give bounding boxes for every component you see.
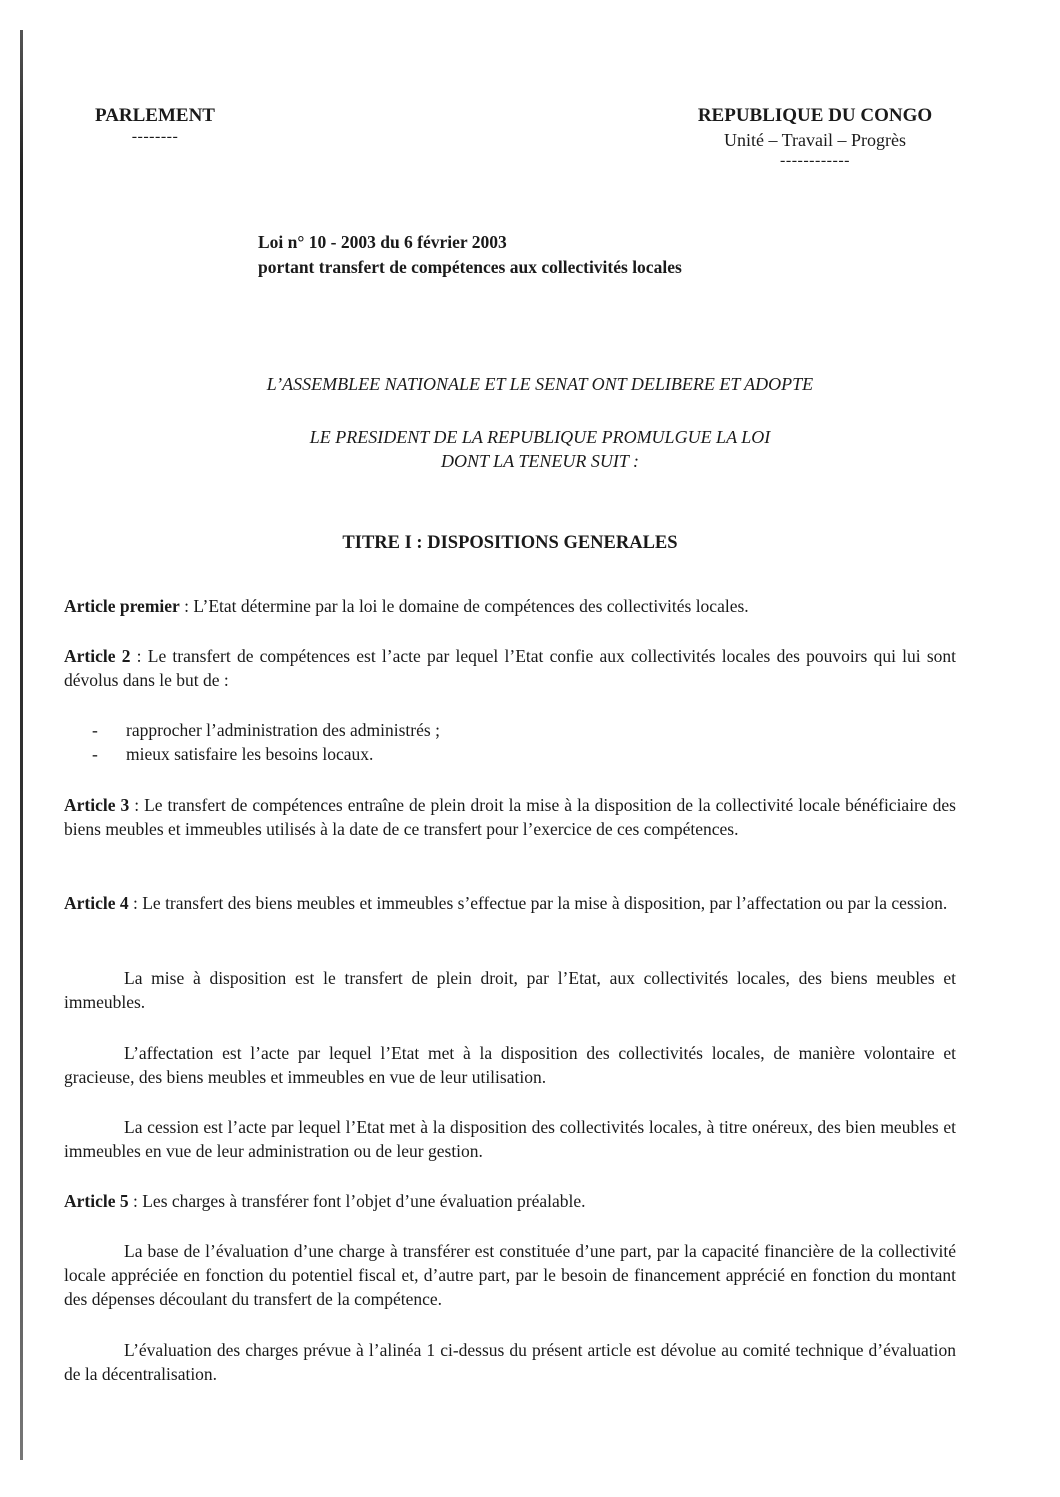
article-1-text: : L’Etat détermine par la loi le domaine de compétences des collectivités locales. <box>179 596 749 616</box>
article-5-label: Article 5 <box>64 1191 129 1211</box>
preamble-line-1: L’ASSEMBLEE NATIONALE ET LE SENAT ONT DELIBERE ET ADOPTE <box>266 374 814 394</box>
article-4-text: : Le transfert des biens meubles et immeubles s’effectue par la mise à disposition, par l’affectation ou par la cession. <box>128 893 948 913</box>
article-5-paragraph-3: L’évaluation des charges prévue à l’alinéa 1 ci-dessus du présent article est dévolue au comité technique d’évaluation de la décentralisation. <box>64 1340 956 1384</box>
article-4-paragraph-4: La cession est l’acte par lequel l’Etat met à la disposition des collectivités locales, à titre onéreux, des bien meubles et immeubles en vue de leur administration ou de leur gestion. <box>64 1117 956 1161</box>
law-subject: portant transfert de compétences aux collectivités locales <box>258 257 682 277</box>
article-2 <box>64 644 956 692</box>
article-4-paragraph-3: L’affectation est l’acte par lequel l’Etat met à la disposition des collectivités locales, de manière volontaire et gracieuse, des biens meubles et immeubles en vue de leur utilisation. <box>64 1043 956 1087</box>
list-item <box>92 742 373 766</box>
article-4-paragraph-2: La mise à disposition est le transfert de plein droit, par l’Etat, aux collectivités locales, des biens meubles et immeubles. <box>64 968 956 1012</box>
republic-title: REPUBLIQUE DU CONGO <box>697 105 933 126</box>
preamble-line-3: DONT LA TENEUR SUIT : <box>440 451 640 471</box>
national-motto: Unité – Travail – Progrès <box>724 130 906 150</box>
left-separator: -------- <box>131 128 179 145</box>
title-1-heading: TITRE I : DISPOSITIONS GENERALES <box>342 533 678 553</box>
article-3 <box>64 793 956 841</box>
article-2-bullet-2: mieux satisfaire les besoins locaux. <box>126 744 374 764</box>
parliament-title: PARLEMENT <box>95 105 215 126</box>
article-5 <box>64 1189 956 1213</box>
article-2-bullet-1: rapprocher l’administration des administrés ; <box>126 720 440 740</box>
scan-edge <box>20 30 23 1460</box>
list-item <box>92 718 440 742</box>
article-5-paragraph-2: La base de l’évaluation d’une charge à transférer est constituée d’une part, par la capacité financière de la collectivité locale appréciée en fonction du potentiel fiscal et, d’autre part, par le besoin de financement apprécié en fonction du montant des dépenses découlant du transfert de la compétence. <box>64 1241 956 1309</box>
article-3-text: : Le transfert de compétences entraîne de plein droit la mise à la disposition de la collectivité locale bénéficiaire des biens meubles et immeubles utilisés à la date de ce transfert pour l’exercice de ces compétences. <box>64 795 956 839</box>
article-1 <box>64 594 956 618</box>
header-right <box>630 104 1000 170</box>
article-5-text: : Les charges à transférer font l’objet d’une évaluation préalable. <box>128 1191 586 1211</box>
article-4 <box>64 891 956 915</box>
right-separator: ------------ <box>780 152 850 169</box>
bullet-marker: - <box>92 744 98 764</box>
bullet-marker: - <box>92 720 98 740</box>
header-left <box>60 104 250 146</box>
article-3-label: Article 3 <box>64 795 130 815</box>
article-2-text: : Le transfert de compétences est l’acte par lequel l’Etat confie aux collectivités locales des pouvoirs qui lui sont dévolus dans le but de : <box>64 646 957 690</box>
article-1-label: Article premier <box>64 596 180 616</box>
article-4-label: Article 4 <box>64 893 129 913</box>
law-number: Loi n° 10 - 2003 du 6 février 2003 <box>258 232 507 252</box>
preamble-line-2: LE PRESIDENT DE LA REPUBLIQUE PROMULGUE LA LOI <box>309 427 771 447</box>
article-2-label: Article 2 <box>64 646 131 666</box>
law-heading <box>258 230 682 280</box>
